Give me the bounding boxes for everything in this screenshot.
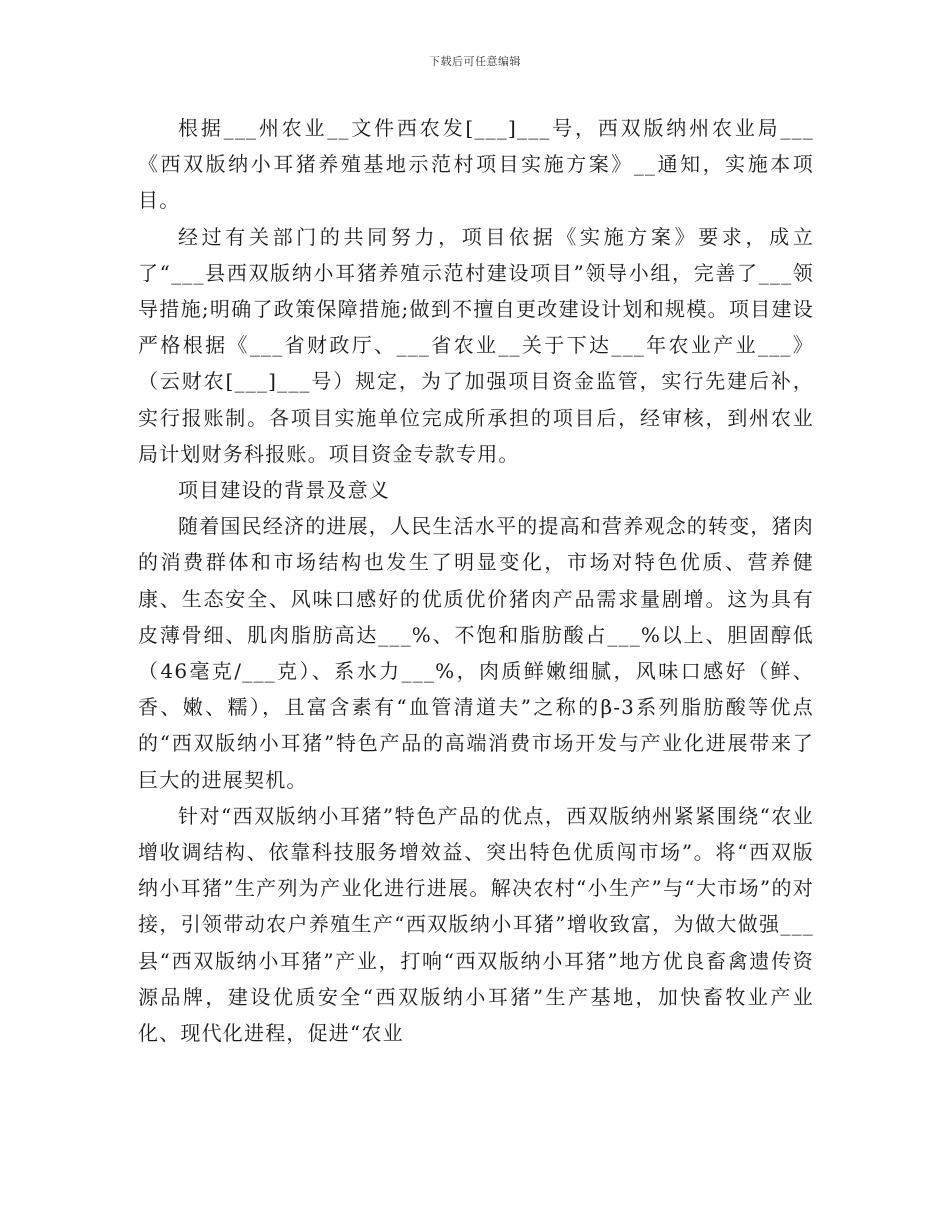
document-body bbox=[138, 110, 814, 1051]
section-heading-background: 项目建设的背景及意义 bbox=[178, 478, 390, 503]
paragraph-development-strategy: 针对“西双版纳小耳猪”特色产品的优点，西双版纳州紧紧围绕“农业增收调结构、依靠科技服务增效益、突出特色优质闯市场”。将“西双版纳小耳猪”生产列为产业化进行进展。解决农村“小生产”与“大市场”的对接，引领带动农户养殖生产“西双版纳小耳猪”增收致富，为做大做强___县“西双版纳小耳猪”产业，打响“西双版纳小耳猪”地方优良畜禽遗传资源品牌，建设优质安全“西双版纳小耳猪”生产基地，加快畜牧业产业化、现代化进程，促进“农业 bbox=[138, 803, 814, 1046]
page-header: 下载后可任意编辑 bbox=[429, 55, 521, 68]
paragraph-market-background: 随着国民经济的进展，人民生活水平的提高和营养观念的转变，猪肉的消费群体和市场结构也发生了明显变化，市场对特色优质、营养健康、生态安全、风味口感好的优质优价猪肉产品需求量剧增。这为具有皮薄骨细、肌肉脂肪高达___%、不饱和脂肪酸占___%以上、胆固醇低（46毫克/___克）、系水力___%，肉质鲜嫩细腻，风味口感好（鲜、香、嫩、糯），且富含素有“血管清道夫”之称的β-3系列脂肪酸等优点的“西双版纳小耳猪”特色产品的高端消费市场开发与产业化进展带来了巨大的进展契机。 bbox=[138, 514, 814, 792]
paragraph-project-basis: 根据___州农业__文件西农发[___]___号，西双版纳州农业局___《西双版纳小耳猪养殖基地示范村项目实施方案》__通知，实施本项目。 bbox=[138, 116, 814, 213]
paragraph-project-management: 经过有关部门的共同努力，项目依据《实施方案》要求，成立了“___县西双版纳小耳猪养殖示范村建设项目”领导小组，完善了___领导措施;明确了政策保障措施;做到不擅自更改建设计划和规模。项目建设严格根据《___省财政厅、___省农业__关于下达___年农业产业___》（云财农[___]___号）规定，为了加强项目资金监管，实行先建后补，实行报账制。各项目实施单位完成所承担的项目后，经审核，到州农业局计划财务科报账。项目资金专款专用。 bbox=[138, 224, 814, 466]
